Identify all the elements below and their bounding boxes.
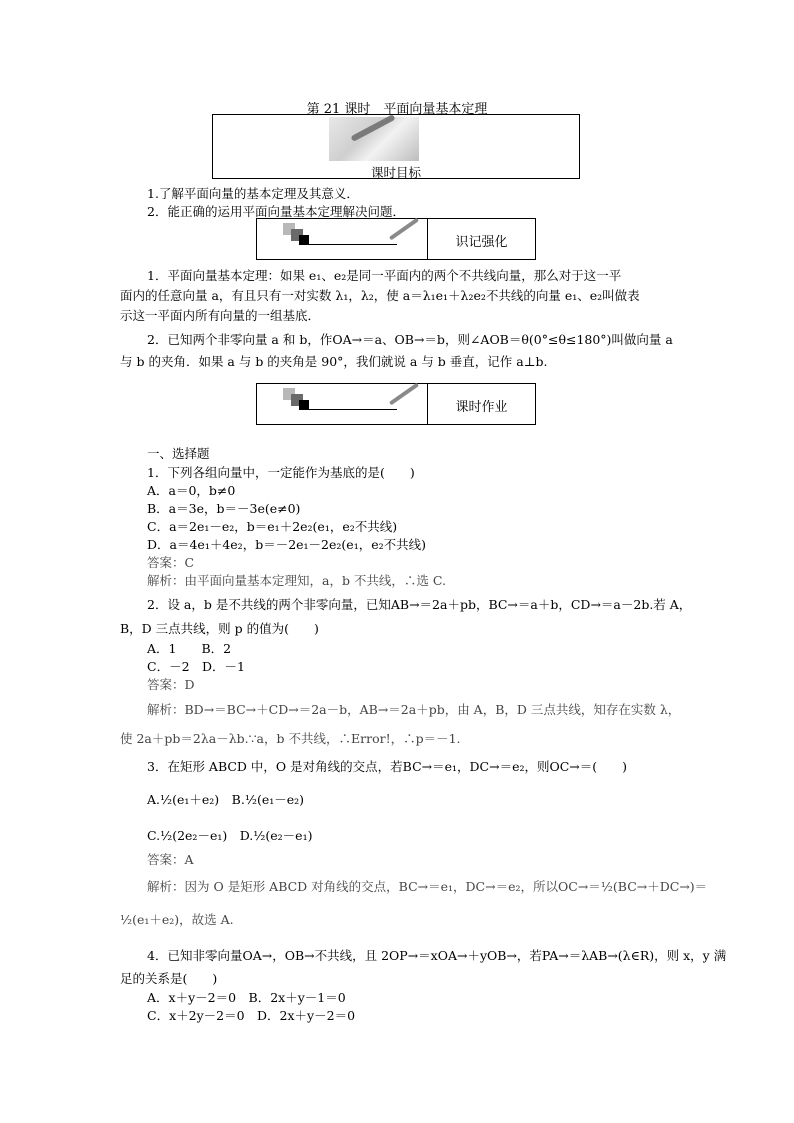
goal-1: 1.了解平面向量的基本定理及其意义． bbox=[147, 186, 359, 201]
explanation-line: 解析：因为 O 是矩形 ABCD 对角线的交点，BC→＝e₁，DC→＝e₂，所以OC→＝½(BC→＋DC→)＝ bbox=[147, 879, 708, 894]
option-line: B．a＝3e，b＝－3e(e≠0) bbox=[147, 501, 301, 516]
option-line: C．－2 D．－1 bbox=[147, 659, 245, 674]
answer-line: 答案：A bbox=[147, 852, 194, 867]
section-banner-memorize bbox=[256, 218, 536, 260]
answer-line: 答案：C bbox=[147, 555, 195, 570]
note-line: 示这一平面内所有向量的一组基底． bbox=[120, 308, 321, 323]
option-line: A．x＋y－2＝0 B．2x＋y－1＝0 bbox=[147, 990, 346, 1005]
option-line: A.½(e₁＋e₂) B.½(e₁－e₂) bbox=[147, 792, 305, 807]
note-line: 1．平面向量基本定理：如果 e₁、e₂是同一平面内的两个不共线向量，那么对于这一平 bbox=[147, 268, 622, 283]
note-line: 2．已知两个非零向量 a 和 b，作OA→＝a、OB→＝b，则∠AOB＝θ(0°≤θ≤180°)叫做向量 a bbox=[147, 332, 673, 347]
option-line: C．a＝2e₁－e₂，b＝e₁＋2e₂(e₁，e₂不共线) bbox=[147, 519, 398, 534]
explanation-line: 解析：BD→＝BC→＋CD→＝2a－b，AB→＝2a＋pb，由 A，B，D 三点共线，知存在实数 λ， bbox=[147, 702, 681, 717]
option-line: A．1 B．2 bbox=[147, 641, 232, 656]
option-line: C．x＋2y－2＝0 D．2x＋y－2＝0 bbox=[147, 1008, 356, 1023]
question-line: 2．设 a，b 是不共线的两个非零向量，已知AB→＝2a＋pb，BC→＝a＋b，CD→＝a－2b.若 A， bbox=[147, 597, 692, 612]
banner-image bbox=[329, 117, 419, 161]
question-line: 3．在矩形 ABCD 中，O 是对角线的交点，若BC→＝e₁，DC→＝e₂，则OC→＝( ) bbox=[147, 759, 628, 774]
question-line: 足的关系是( ) bbox=[120, 971, 218, 986]
page-title: 第 21 课时 平面向量基本定理 bbox=[306, 102, 488, 117]
explanation-line: ½(e₁＋e₂)，故选 A. bbox=[120, 912, 234, 927]
goal-2: 2．能正确的运用平面向量基本定理解决问题． bbox=[147, 204, 405, 219]
section-heading: 一、选择题 bbox=[147, 446, 210, 461]
explanation-line: 解析：由平面向量基本定理知，a，b 不共线，∴选 C. bbox=[147, 573, 446, 588]
answer-line: 答案：D bbox=[147, 677, 195, 692]
lesson-goal-banner bbox=[212, 114, 580, 179]
question-line: B，D 三点共线，则 p 的值为( ) bbox=[120, 621, 319, 636]
option-line: D．a＝4e₁＋4e₂，b＝－2e₁－2e₂(e₁，e₂不共线) bbox=[147, 537, 426, 552]
section-banner-homework bbox=[256, 383, 536, 425]
question-line: 4．已知非零向量OA→，OB→不共线，且 2OP→＝xOA→＋yOB→，若PA→＝λAB→(λ∈R)，则 x，y 满 bbox=[147, 948, 727, 963]
banner-label: 识记强化 bbox=[455, 235, 508, 250]
pen-icon bbox=[389, 383, 419, 406]
note-line: 面内的任意向量 a，有且只有一对实数 λ₁，λ₂，使 a＝λ₁e₁＋λ₂e₂不共线的向量 e₁、e₂叫做表 bbox=[120, 288, 640, 303]
option-line: C.½(2e₂－e₁) D.½(e₂－e₁) bbox=[147, 828, 313, 843]
note-line: 与 b 的夹角．如果 a 与 b 的夹角是 90°，我们就说 a 与 b 垂直，记作 a⊥b. bbox=[120, 354, 548, 369]
option-line: A．a＝0，b≠0 bbox=[147, 483, 236, 498]
banner-label: 课时目标 bbox=[370, 165, 421, 180]
pen-icon bbox=[389, 218, 419, 241]
banner-label: 课时作业 bbox=[455, 400, 508, 415]
question-line: 1．下列各组向量中，一定能作为基底的是( ) bbox=[147, 465, 415, 480]
explanation-line: 使 2a＋pb＝2λa－λb.∵a，b 不共线，∴Error!，∴p＝－1. bbox=[120, 731, 461, 746]
